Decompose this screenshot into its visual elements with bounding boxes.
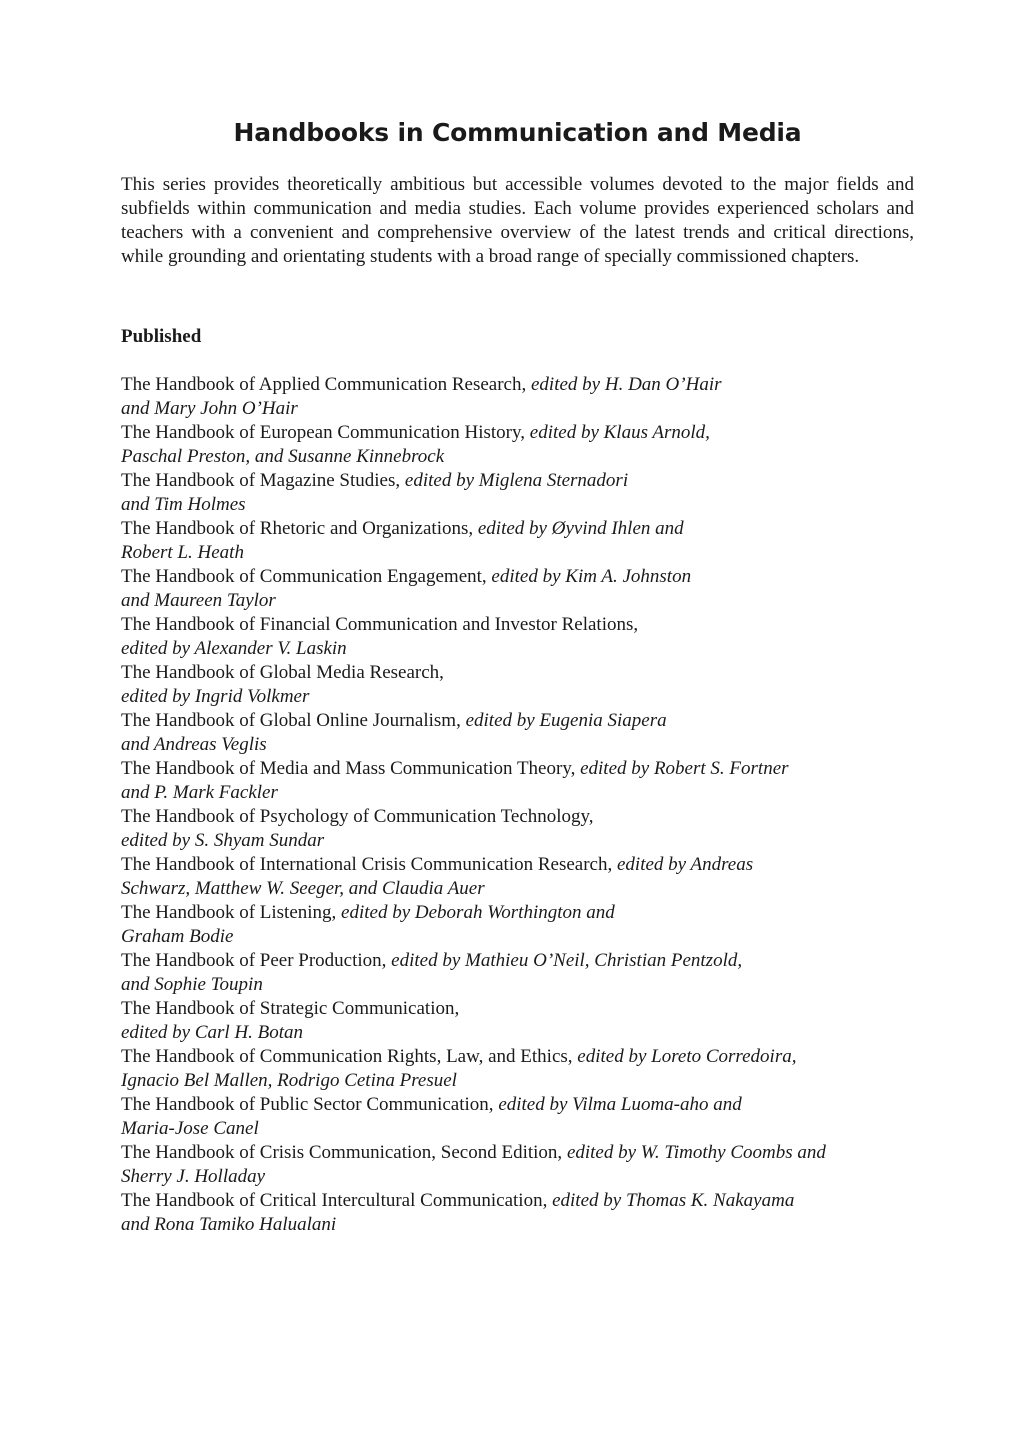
list-item bbox=[121, 373, 914, 421]
book-editors: edited by Loreto Corredoira, bbox=[577, 1046, 797, 1067]
book-editors: edited by Miglena Sternadori bbox=[404, 470, 629, 491]
list-item bbox=[121, 1093, 914, 1141]
list-item bbox=[121, 469, 914, 517]
book-editors-continued: Ignacio Bel Mallen, Rodrigo Cetina Presuel bbox=[121, 1070, 457, 1091]
list-item bbox=[121, 613, 914, 661]
book-editors-continued: and Mary John O’Hair bbox=[121, 398, 298, 419]
book-editors: edited by Deborah Worthington and bbox=[341, 902, 615, 923]
book-title: The Handbook of Communication Engagement, bbox=[121, 566, 487, 587]
book-editors-continued: edited by Alexander V. Laskin bbox=[121, 638, 347, 659]
book-title: The Handbook of Critical Intercultural Communication, bbox=[121, 1190, 548, 1211]
series-description: This series provides theoretically ambitious but accessible volumes devoted to the major fields and subfields within communication and media studies. Each volume provides experienced scholars and teachers with a convenient and comprehensive overview of the latest trends and critical directions, while grounding and orientating students with a broad range of specially commissioned chapters. bbox=[121, 174, 914, 267]
list-item bbox=[121, 1189, 914, 1237]
list-item bbox=[121, 997, 914, 1045]
book-editors-continued: and Andreas Veglis bbox=[121, 734, 267, 755]
book-editors-continued: Robert L. Heath bbox=[121, 542, 244, 563]
book-title: The Handbook of Public Sector Communication, bbox=[121, 1094, 494, 1115]
book-title: The Handbook of European Communication History, bbox=[121, 422, 526, 443]
list-item bbox=[121, 1141, 914, 1189]
book-title: The Handbook of Listening, bbox=[121, 902, 337, 923]
published-heading: Published bbox=[121, 326, 202, 347]
book-editors-continued: and Maureen Taylor bbox=[121, 590, 276, 611]
book-editors-continued: edited by S. Shyam Sundar bbox=[121, 830, 325, 851]
book-title: The Handbook of Rhetoric and Organizations, bbox=[121, 518, 474, 539]
page-title: Handbooks in Communication and Media bbox=[233, 118, 802, 147]
book-editors: edited by Øyvind Ihlen and bbox=[477, 518, 684, 539]
book-title: The Handbook of Global Online Journalism, bbox=[121, 710, 461, 731]
book-editors: edited by Mathieu O’Neil, Christian Pentzold, bbox=[391, 950, 743, 971]
book-editors-continued: Maria-Jose Canel bbox=[121, 1118, 259, 1139]
book-editors: edited by Klaus Arnold, bbox=[529, 422, 710, 443]
book-title: The Handbook of Communication Rights, Law, and Ethics, bbox=[121, 1046, 573, 1067]
book-editors-continued: edited by Ingrid Volkmer bbox=[121, 686, 310, 707]
book-title: The Handbook of International Crisis Communication Research, bbox=[121, 854, 613, 875]
book-editors-continued: Schwarz, Matthew W. Seeger, and Claudia Auer bbox=[121, 878, 485, 899]
list-item bbox=[121, 757, 914, 805]
list-item bbox=[121, 661, 914, 709]
list-item bbox=[121, 709, 914, 757]
list-item bbox=[121, 565, 914, 613]
book-title: The Handbook of Psychology of Communication Technology, bbox=[121, 806, 594, 827]
book-title: The Handbook of Crisis Communication, Second Edition, bbox=[121, 1142, 563, 1163]
book-title: The Handbook of Peer Production, bbox=[121, 950, 387, 971]
book-title: The Handbook of Applied Communication Research, bbox=[121, 374, 527, 395]
book-editors: edited by Kim A. Johnston bbox=[491, 566, 692, 587]
book-title: The Handbook of Strategic Communication, bbox=[121, 998, 460, 1019]
book-editors: edited by Robert S. Fortner bbox=[580, 758, 789, 779]
list-item bbox=[121, 805, 914, 853]
book-editors-continued: and Rona Tamiko Halualani bbox=[121, 1214, 337, 1235]
book-editors-continued: and P. Mark Fackler bbox=[121, 782, 278, 803]
book-editors-continued: and Tim Holmes bbox=[121, 494, 246, 515]
list-item bbox=[121, 1045, 914, 1093]
list-item bbox=[121, 949, 914, 997]
book-title: The Handbook of Global Media Research, bbox=[121, 662, 444, 683]
published-books-list bbox=[121, 373, 914, 1237]
book-editors-continued: and Sophie Toupin bbox=[121, 974, 263, 995]
book-editors: edited by Thomas K. Nakayama bbox=[552, 1190, 795, 1211]
book-editors: edited by Eugenia Siapera bbox=[465, 710, 667, 731]
list-item bbox=[121, 517, 914, 565]
book-editors-continued: Paschal Preston, and Susanne Kinnebrock bbox=[121, 446, 445, 467]
book-editors: edited by H. Dan O’Hair bbox=[531, 374, 722, 395]
book-editors-continued: Graham Bodie bbox=[121, 926, 234, 947]
book-editors: edited by W. Timothy Coombs and bbox=[566, 1142, 826, 1163]
book-editors-continued: Sherry J. Holladay bbox=[121, 1166, 266, 1187]
list-item bbox=[121, 901, 914, 949]
list-item bbox=[121, 853, 914, 901]
book-editors: edited by Andreas bbox=[617, 854, 754, 875]
list-item bbox=[121, 421, 914, 469]
book-editors-continued: edited by Carl H. Botan bbox=[121, 1022, 304, 1043]
book-editors: edited by Vilma Luoma-aho and bbox=[498, 1094, 742, 1115]
book-title: The Handbook of Media and Mass Communication Theory, bbox=[121, 758, 576, 779]
book-title: The Handbook of Financial Communication and Investor Relations, bbox=[121, 614, 639, 635]
book-title: The Handbook of Magazine Studies, bbox=[121, 470, 401, 491]
